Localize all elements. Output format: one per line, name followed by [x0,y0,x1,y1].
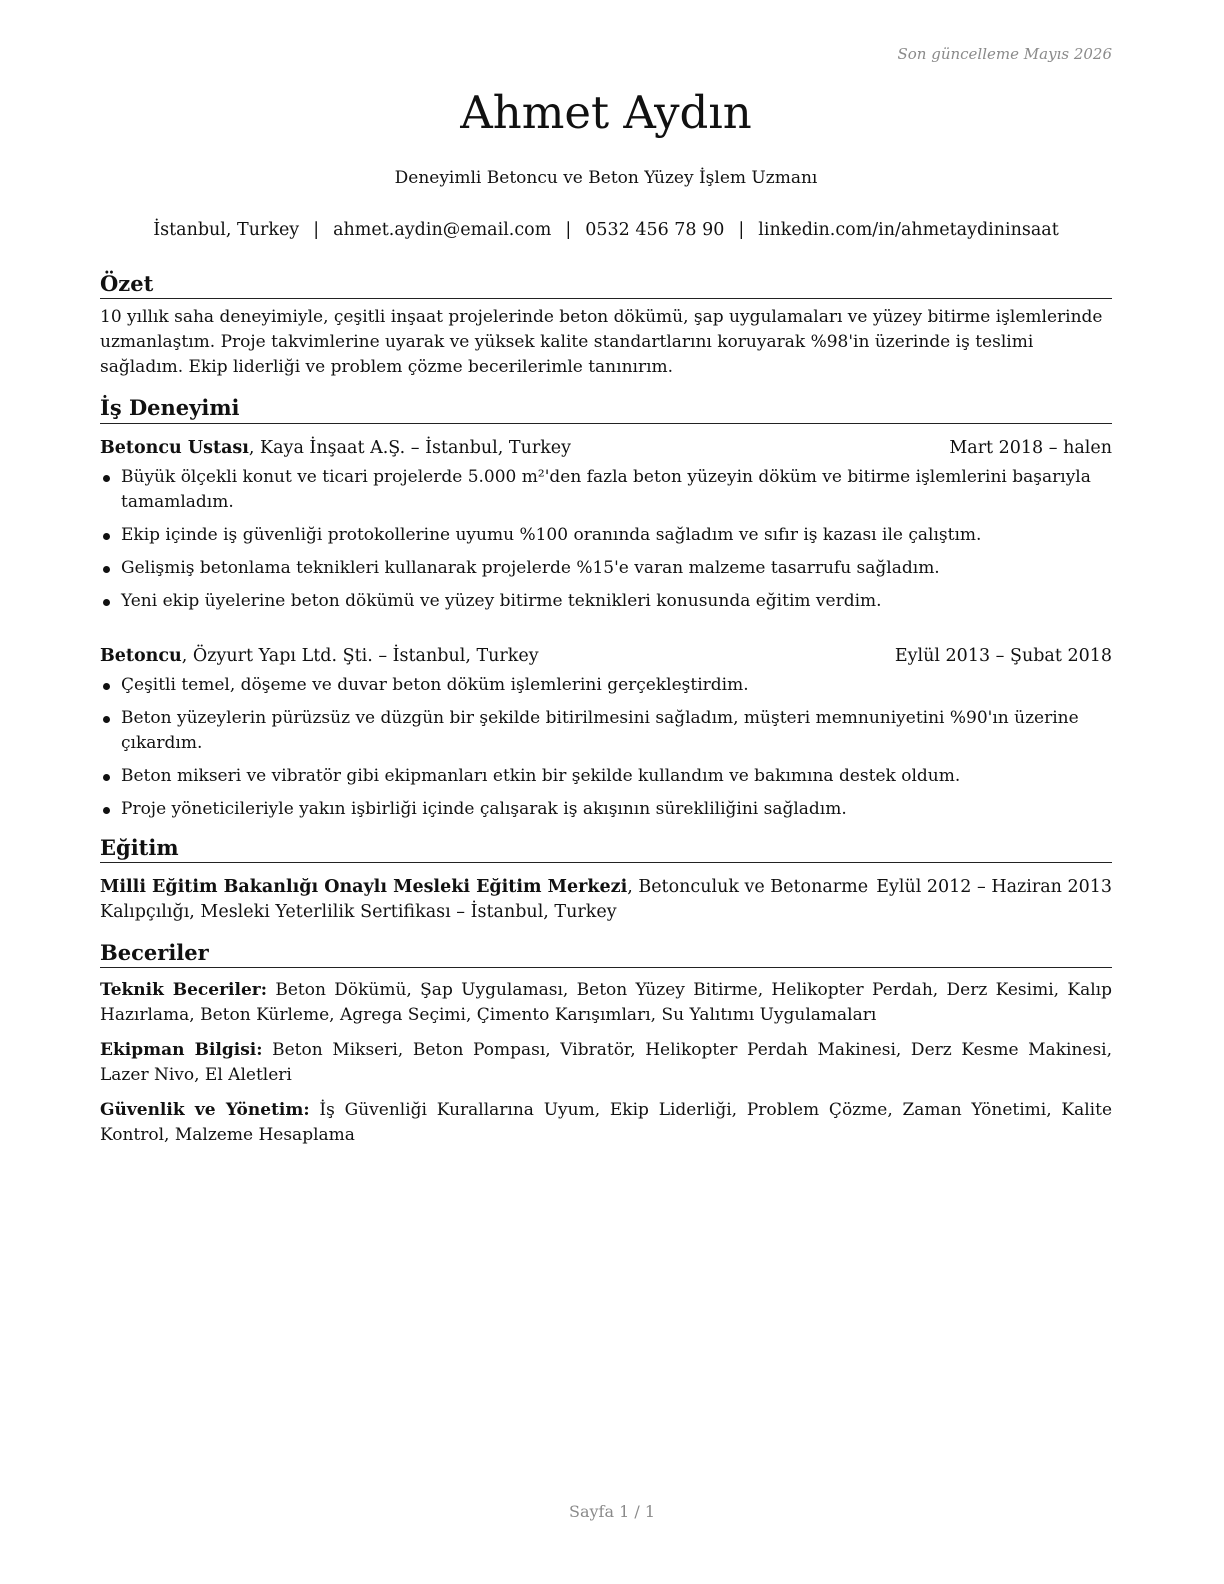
candidate-title: Deneyimli Betoncu ve Beton Yüzey İşlem Uzmanı [394,168,818,188]
skill-items: İş Güvenliği Kurallarına Uyum, Ekip Liderliği, Problem Çözme, Zaman Yönetimi, Kalite Kontrol, Malzeme Hesaplama [100,1100,1113,1146]
contact-separator: | [313,220,320,240]
job-bullets [100,673,1112,822]
job-header [100,436,1112,461]
resume-page [100,0,1112,1584]
skill-label: Güvenlik ve Yönetim: [100,1100,310,1121]
list-item: Ekip içinde iş güvenliği protokollerine uyumu %100 oranında sağladım ve sıfır iş kazası ile çalıştım. [100,523,1112,548]
job-entry [100,436,1112,614]
bullet-icon [103,716,110,723]
job-entry [100,644,1112,822]
list-item: Beton yüzeylerin pürüzsüz ve düzgün bir şekilde bitirilmesini sağladım, müşteri memnuniyetini %90'ın üzerine çıkardım. [100,706,1112,756]
contact-linkedin[interactable]: linkedin.com/in/ahmetaydininsaat [758,220,1059,240]
list-item: Gelişmiş betonlama teknikleri kullanarak projelerde %15'e varan malzeme tasarrufu sağladım. [100,556,1112,581]
experience-section [100,394,1112,821]
job-bullets [100,465,1112,614]
skill-label: Teknik Beceriler: [100,980,268,1001]
contact-line [100,220,1112,240]
education-school: Milli Eğitim Bakanlığı Onaylı Mesleki Eğitim Merkezi [100,876,628,897]
skill-group [100,1038,1112,1088]
education-detail: , Betonculuk ve Betonarme Kalıpçılığı, Mesleki Yeterlilik Sertifikası – İstanbul, Turkey [100,876,869,922]
job-role: Betoncu [100,645,182,666]
education-dates: Eylül 2012 – Haziran 2013 [876,876,1112,897]
experience-heading: İş Deneyimi [100,394,1112,423]
summary-section [100,270,1112,380]
job-role: Betoncu Ustası [100,437,249,458]
contact-separator: | [565,220,572,240]
job-company: , Özyurt Yapı Ltd. Şti. – İstanbul, Turkey [181,645,539,666]
skill-group [100,978,1112,1028]
page-number: Sayfa 1 / 1 [568,1502,655,1521]
bullet-icon [103,807,110,814]
skill-items: Beton Dökümü, Şap Uygulaması, Beton Yüzey Bitirme, Helikopter Perdah, Derz Kesimi, Kalıp Hazırlama, Beton Kürleme, Agrega Seçimi, Çimento Karışımları, Su Yalıtımı Uygulamaları [100,980,1112,1026]
bullet-icon [103,475,110,482]
contact-phone: 0532 456 78 90 [585,220,725,240]
summary-heading: Özet [100,270,1112,299]
resume-content [100,270,1112,1148]
list-item: Büyük ölçekli konut ve ticari projelerde 5.000 m²'den fazla beton yüzeyin döküm ve bitirme işlemlerini başarıyla tamamladım. [100,465,1112,515]
candidate-name: Ahmet Aydın [460,86,752,139]
list-item: Çeşitli temel, döşeme ve duvar beton döküm işlemlerini gerçekleştirdim. [100,673,1112,698]
contact-separator: | [738,220,745,240]
education-heading: Eğitim [100,834,1112,863]
bullet-icon [103,533,110,540]
education-section [100,834,1112,925]
job-company: , Kaya İnşaat A.Ş. – İstanbul, Turkey [248,437,572,458]
skill-label: Ekipman Bilgisi: [100,1040,263,1061]
contact-location: İstanbul, Turkey [153,220,300,240]
list-item: Beton mikseri ve vibratör gibi ekipmanları etkin bir şekilde kullandım ve bakımına destek oldum. [100,764,1112,789]
bullet-icon [103,599,110,606]
skills-section [100,939,1112,1148]
bullet-icon [103,774,110,781]
list-item: Yeni ekip üyelerine beton dökümü ve yüzey bitirme teknikleri konusunda eğitim verdim. [100,589,1112,614]
skill-items: Beton Mikseri, Beton Pompası, Vibratör, Helikopter Perdah Makinesi, Derz Kesme Makinesi, Lazer Nivo, El Aletleri [100,1040,1113,1086]
last-updated: Son güncelleme Mayıs 2026 [897,45,1112,63]
job-dates: Eylül 2013 – Şubat 2018 [894,645,1112,666]
skill-group [100,1098,1112,1148]
job-header [100,644,1112,669]
bullet-icon [103,683,110,690]
bullet-icon [103,566,110,573]
job-dates: Mart 2018 – halen [949,437,1112,458]
contact-email[interactable]: ahmet.aydin@email.com [333,220,552,240]
list-item: Proje yöneticileriyle yakın işbirliği içinde çalışarak iş akışının sürekliliğini sağladım. [100,797,1112,822]
education-entry [100,875,1112,925]
skills-heading: Beceriler [100,939,1112,968]
summary-text: 10 yıllık saha deneyimiyle, çeşitli inşaat projelerinde beton dökümü, şap uygulamaları ve yüzey bitirme işlemlerinde uzmanlaştım. Proje takvimlerine uyarak ve yüksek kalite standartlarını koruyarak %98'in üzerinde iş teslimi sağladım. Ekip liderliği ve problem çözme becerilerimle tanınırım. [100,307,1103,378]
